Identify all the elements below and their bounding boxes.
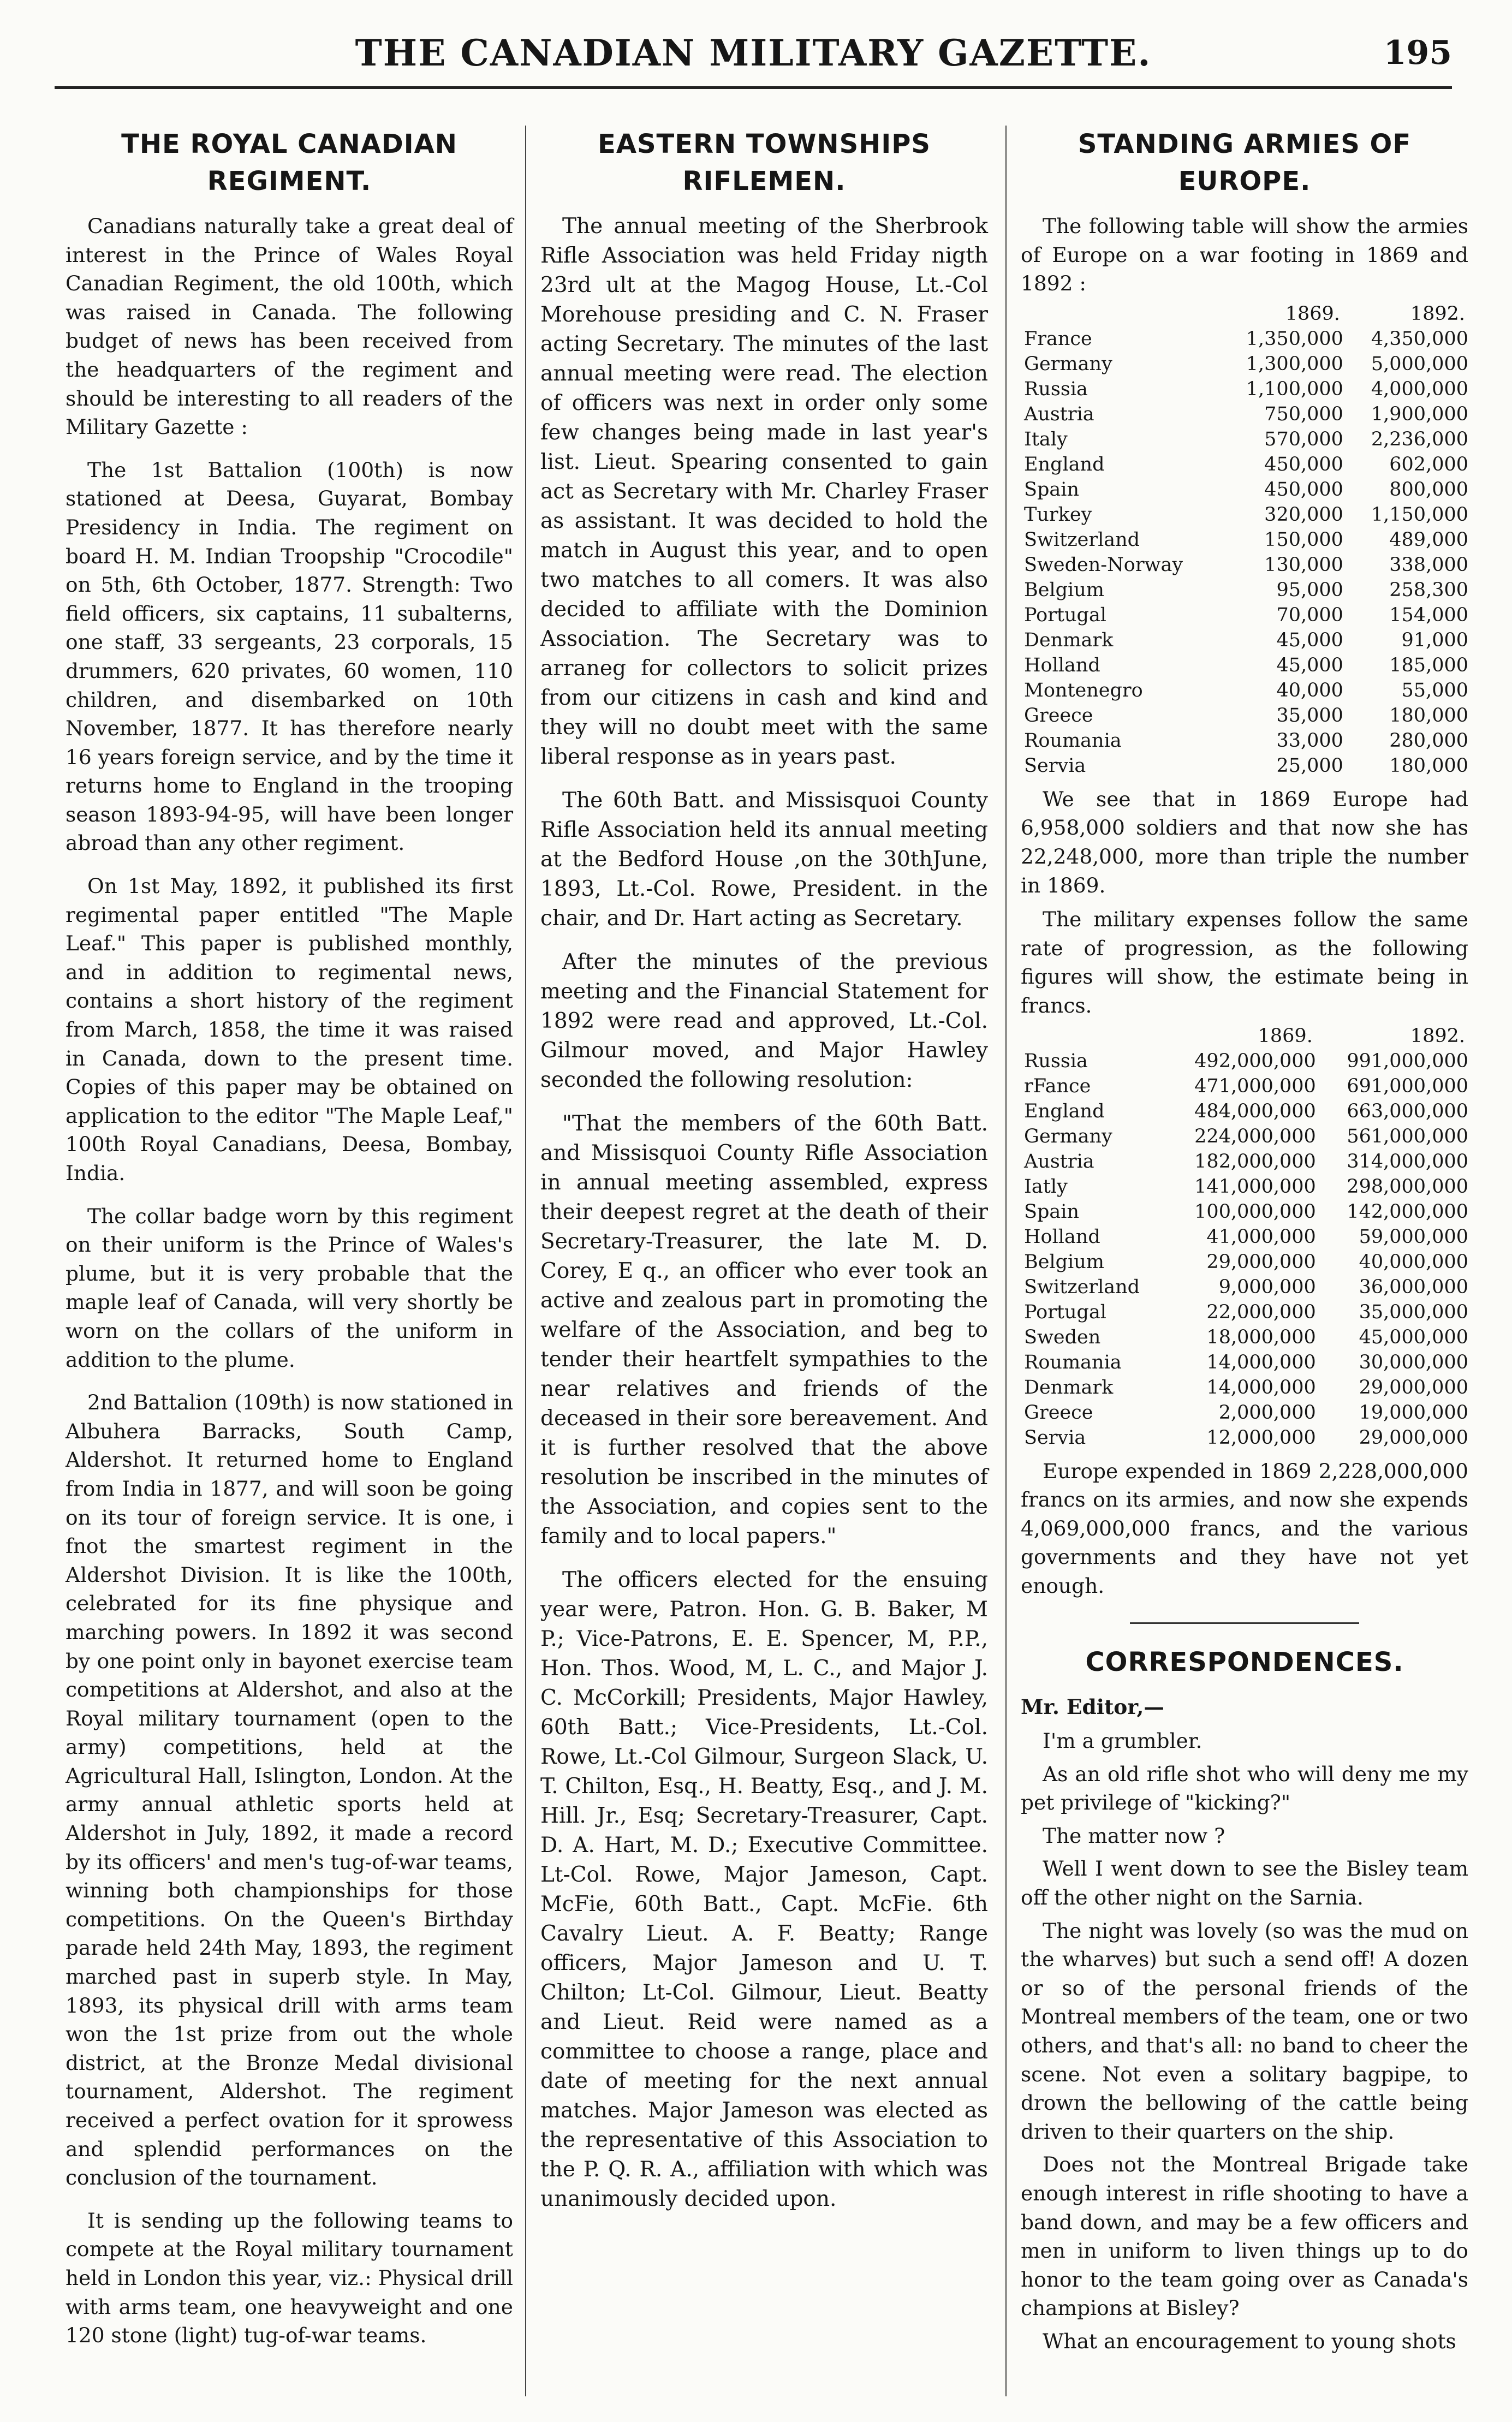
country-cell: England [1024, 453, 1105, 475]
value-cell: 30,000,000 [1359, 1351, 1468, 1373]
country-cell: Servia [1024, 754, 1086, 777]
value-cell: 750,000 [1264, 403, 1343, 425]
paragraph: As an old rifle shot who will deny me my pet privilege of "kicking?" [1021, 1762, 1468, 1815]
table-row [1021, 326, 1468, 352]
table-row [1021, 1174, 1468, 1199]
country-cell: Russia [1024, 378, 1088, 400]
table-row [1021, 1425, 1468, 1450]
value-cell: 142,000,000 [1347, 1200, 1468, 1223]
table-row [1021, 1325, 1468, 1350]
table-row [1021, 1074, 1468, 1099]
country-cell: France [1024, 328, 1092, 350]
value-cell: 4,000,000 [1371, 378, 1468, 400]
table-row [1021, 502, 1468, 527]
value-cell: 22,000,000 [1206, 1301, 1316, 1323]
paragraph: Does not the Montreal Brigade take enough interest in rifle shooting to have a band down, and may be a few officers and men in uniform to liven things up to do honor to the team going over as Canada's champions at Bisley? [1021, 2152, 1468, 2320]
table-row [1021, 1249, 1468, 1275]
country-cell: Denmark [1024, 1376, 1114, 1399]
value-cell: 25,000 [1276, 754, 1343, 777]
value-cell: 70,000 [1276, 604, 1343, 626]
country-cell: Italy [1024, 428, 1068, 450]
value-cell: 45,000 [1276, 629, 1343, 651]
table-row [1021, 728, 1468, 753]
masthead [55, 22, 1452, 104]
table-row [1021, 1199, 1468, 1224]
value-cell: 1,150,000 [1371, 503, 1468, 526]
country-cell: Greece [1024, 1401, 1093, 1424]
paragraph: The night was lovely (so was the mud on the wharves) but such a send off! A dozen or so of the personal friends of the Montreal members of the team, one or two others, and that's all: no band to cheer the scene. Not even a solitary bagpipe, to drown the bellowing of the cattle being driven to their quarters on the ship. [1021, 1918, 1468, 2144]
value-cell: 2,000,000 [1218, 1401, 1316, 1424]
value-cell: 180,000 [1389, 704, 1468, 727]
value-cell: 1,300,000 [1246, 353, 1343, 375]
table-row [1021, 678, 1468, 703]
value-cell: 338,000 [1389, 554, 1468, 576]
value-cell: 182,000,000 [1194, 1150, 1316, 1173]
value-cell: 18,000,000 [1206, 1326, 1316, 1348]
value-cell: 1,350,000 [1246, 328, 1343, 350]
value-cell: 130,000 [1264, 554, 1343, 576]
value-cell: 663,000,000 [1347, 1100, 1468, 1122]
value-cell: 55,000 [1401, 679, 1468, 701]
table-row [1021, 452, 1468, 477]
expenses-table [1021, 1023, 1468, 1450]
value-cell: 41,000,000 [1206, 1225, 1316, 1248]
table-row [1021, 1099, 1468, 1124]
value-cell: 5,000,000 [1371, 353, 1468, 375]
value-cell: 450,000 [1264, 478, 1343, 501]
paragraph: "That the members of the 60th Batt. and Missisquoi County Rifle Association in annual meeting assembled, express their deepest regret at the death of their Secretary-Treasurer, the late M. D. Corey, E q., an officer who ever took an active and zealous part in promoting the welfare of the Association, and beg to tender their heartfelt sympathies to the near relatives and friends of the deceased in their sore bereavement. And it is further resolved that the above resolution be inscribed in the minutes of the Association, and copies sent to the family and to local papers." [540, 1111, 988, 1549]
country-cell: Montenegro [1024, 679, 1143, 701]
country-cell: Holland [1024, 1225, 1100, 1248]
paragraph: The 1st Battalion (100th) is now stationed at Deesa, Guyarat, Bombay Presidency in India. The regiment on board H. M. Indian Troopship "Crocodile" on 5th, 6th October, 1877. Strength: Two field officers, six captains, 11 subalterns, one staff, 33 sergeants, 23 corporals, 15 drummers, 620 privates, 60 women, 110 children, and disembarked on 10th November, 1877. It has therefore nearly 16 years foreign service, and by the time it returns home to England in the trooping season 1893-94-95, will have been longer abroad than any other regiment. [66, 457, 513, 855]
value-cell: 150,000 [1264, 528, 1343, 551]
value-cell: 991,000,000 [1347, 1050, 1468, 1072]
value-cell: 602,000 [1389, 453, 1468, 475]
value-cell: 185,000 [1389, 654, 1468, 676]
value-cell: 29,000,000 [1359, 1376, 1468, 1399]
value-cell: 224,000,000 [1194, 1125, 1316, 1147]
value-cell: 484,000,000 [1194, 1100, 1316, 1122]
article-eastern-townships-riflemen [540, 126, 988, 2228]
article-standing-armies [1021, 126, 1468, 2360]
value-cell: 29,000,000 [1359, 1426, 1468, 1449]
country-cell: Sweden-Norway [1024, 554, 1183, 576]
value-cell: 40,000,000 [1359, 1251, 1468, 1273]
value-cell: 35,000 [1276, 704, 1343, 727]
value-cell: 2,236,000 [1371, 428, 1468, 450]
value-cell: 14,000,000 [1206, 1376, 1316, 1399]
country-cell: Holland [1024, 654, 1100, 676]
value-cell: 4,350,000 [1371, 328, 1468, 350]
value-cell: 14,000,000 [1206, 1351, 1316, 1373]
value-cell: 471,000,000 [1194, 1075, 1316, 1097]
table-row [1021, 352, 1468, 377]
article-title: STANDING ARMIES OF EUROPE. [1078, 129, 1412, 197]
table-header-row [1021, 301, 1468, 326]
masthead-rule [55, 86, 1452, 89]
country-cell: Denmark [1024, 629, 1114, 651]
table-row [1021, 628, 1468, 653]
country-cell: Iatly [1024, 1175, 1068, 1198]
table-row [1021, 603, 1468, 628]
country-cell: Greece [1024, 704, 1093, 727]
value-cell: 561,000,000 [1347, 1125, 1468, 1147]
country-cell: Switzerland [1024, 528, 1140, 551]
value-cell: 691,000,000 [1347, 1075, 1468, 1097]
value-cell: 91,000 [1401, 629, 1468, 651]
column-header: 1892. [1410, 1025, 1465, 1047]
country-cell: Portugal [1024, 604, 1107, 626]
value-cell: 314,000,000 [1347, 1150, 1468, 1173]
country-cell: Russia [1024, 1050, 1088, 1072]
country-cell: Germany [1024, 353, 1112, 375]
paragraph: The annual meeting of the Sherbrook Rifle Association was held Friday nigth 23rd ult at the Magog House, Lt.-Col Morehouse presiding and C. N. Fraser acting Secretary. The minutes of the last annual meeting were read. The election of officers was next in order only some few changes being made in last year's list. Lieut. Spearing consented to gain act as Secretary with Mr. Charley Fraser as assistant. It was decided to hold the match in August this year, and to open two matches to all comers. It was also decided to affiliate with the Dominion Association. The Secretary was to arraneg for collectors to solicit prizes from our citizens in cash and kind and they will no doubt meet with the same liberal response as in years past. [540, 214, 988, 769]
table-row [1021, 1275, 1468, 1300]
paragraph: Europe expended in 1869 2,228,000,000 francs on its armies, and now she expends 4,069,000,000 francs, and the various governments and they have not yet enough. [1021, 1459, 1468, 1598]
column-header: 1892. [1410, 302, 1465, 325]
paragraph: The matter now ? [1043, 1823, 1225, 1848]
country-cell: Spain [1024, 478, 1079, 501]
table-row [1021, 1400, 1468, 1425]
paragraph: The 60th Batt. and Missisquoi County Rifle Association held its annual meeting at the Bedford House ,on the 30thJune, 1893, Lt.-Col. Rowe, President. in the chair, and Dr. Hart acting as Secretary. [540, 788, 988, 931]
value-cell: 1,100,000 [1246, 378, 1343, 400]
value-cell: 19,000,000 [1359, 1401, 1468, 1424]
newspaper-title: THE CANADIAN MILITARY GAZETTE. [355, 32, 1152, 74]
table-row [1021, 703, 1468, 728]
value-cell: 36,000,000 [1359, 1276, 1468, 1298]
country-cell: Roumania [1024, 729, 1122, 752]
article-title: CORRESPONDENCES. [1085, 1646, 1404, 1677]
value-cell: 29,000,000 [1206, 1251, 1316, 1273]
table-header-row [1021, 1023, 1468, 1049]
country-cell: Sweden [1024, 1326, 1101, 1348]
value-cell: 258,300 [1389, 579, 1468, 601]
country-cell: Austria [1024, 403, 1094, 425]
table-row [1021, 1049, 1468, 1074]
value-cell: 570,000 [1264, 428, 1343, 450]
country-cell: Belgium [1024, 579, 1104, 601]
paragraph: On 1st May, 1892, it published its first regimental paper entitled "The Maple Leaf." This paper is published monthly, and in addition to regimental news, contains a short history of the regiment from March, 1858, the time it was raised in Canada, down to the present time. Copies of this paper may be obtained on application to the editor "The Maple Leaf," 100th Royal Canadians, Deesa, Bombay, India. [66, 874, 513, 1185]
value-cell: 320,000 [1264, 503, 1343, 526]
paragraph: After the minutes of the previous meeting and the Financial Statement for 1892 were read and approved, Lt.-Col. Gilmour moved, and Major Hawley seconded the following resolution: [540, 950, 988, 1092]
article-title: THE ROYAL CANADIAN REGIMENT. [121, 129, 457, 197]
table-row [1021, 653, 1468, 678]
value-cell: 450,000 [1264, 453, 1343, 475]
paragraph: I'm a grumbler. [1043, 1729, 1203, 1753]
country-cell: Switzerland [1024, 1276, 1140, 1298]
value-cell: 100,000,000 [1194, 1200, 1316, 1223]
value-cell: 45,000,000 [1359, 1326, 1468, 1348]
country-cell: Roumania [1024, 1351, 1122, 1373]
table-row [1021, 477, 1468, 502]
value-cell: 1,900,000 [1371, 403, 1468, 425]
value-cell: 40,000 [1276, 679, 1343, 701]
country-cell: Austria [1024, 1150, 1094, 1173]
column-header: 1869. [1285, 302, 1340, 325]
value-cell: 180,000 [1389, 754, 1468, 777]
article-title: EASTERN TOWNSHIPS RIFLEMEN. [598, 129, 931, 197]
paragraph: The officers elected for the ensuing year were, Patron. Hon. G. B. Baker, M P.; Vice-Patrons, E. E. Spencer, M, P.P., Hon. Thos. Wood, M, L. C., and Major J. C. McCorkill; Presidents, Major Hawley, 60th Batt.; Vice-Presidents, Lt.-Col. Rowe, Lt.-Col Gilmour, Surgeon Slack, U. T. Chilton, Esq., H. Beatty, Esq., and J. M. Hill. Jr., Esq; Secretary-Treasurer, Capt. D. A. Hart, M. D.; Executive Committee. Lt-Col. Rowe, Major Jameson, Capt. McFie, 60th Batt., Capt. McFie. 6th Cavalry Lieut. A. F. Beatty; Range officers, Major Jameson and U. T. Chilton; Lt-Col. Gilmour, Lieut. Beatty and Lieut. Reid were named as a committee to choose a range, place and date of meeting for the next annual matches. Major Jameson was elected as the representative of this Association to the P. Q. R. A., affiliation with which was unanimously decided upon. [540, 1568, 988, 2211]
value-cell: 45,000 [1276, 654, 1343, 676]
table-row [1021, 1124, 1468, 1149]
table-row [1021, 1350, 1468, 1375]
table-row [1021, 377, 1468, 402]
table-row [1021, 578, 1468, 603]
table-row [1021, 527, 1468, 552]
table-row [1021, 1224, 1468, 1249]
table-row [1021, 402, 1468, 427]
paragraph: What an encouragement to young shots [1043, 2329, 1456, 2353]
article-royal-canadian-regiment [66, 126, 513, 2364]
value-cell: 33,000 [1276, 729, 1343, 752]
table-row [1021, 1300, 1468, 1325]
column-header: 1869. [1258, 1025, 1313, 1047]
country-cell: Turkey [1024, 503, 1092, 526]
column-divider-2 [1005, 126, 1007, 2396]
value-cell: 800,000 [1389, 478, 1468, 501]
paragraph: Well I went down to see the Bisley team off the other night on the Sarnia. [1021, 1856, 1468, 1910]
table-row [1021, 427, 1468, 452]
value-cell: 141,000,000 [1194, 1175, 1316, 1198]
value-cell: 298,000,000 [1347, 1175, 1468, 1198]
salutation: Mr. Editor,— [1021, 1694, 1164, 1719]
paragraph: The following table will show the armies of Europe on a war footing in 1869 and 1892 : [1021, 214, 1468, 296]
paragraph: The collar badge worn by this regiment on their uniform is the Prince of Wales's plume, but it is very probable that the maple leaf of Canada, will very shortly be worn on the collars of the uniform in addition to the plume. [66, 1204, 513, 1372]
paragraph: It is sending up the following teams to compete at the Royal military tournament held in London this year, viz.: Physical drill with arms team, one heavyweight and one 120 stone (light) tug-of-war teams. [66, 2208, 513, 2348]
paragraph: We see that in 1869 Europe had 6,958,000 soldiers and that now she has 22,248,000, more than triple the number in 1869. [1021, 787, 1468, 897]
table-row [1021, 1375, 1468, 1400]
country-cell: Spain [1024, 1200, 1079, 1223]
value-cell: 489,000 [1389, 528, 1468, 551]
paragraph: Canadians naturally take a great deal of interest in the Prince of Wales Royal Canadian Regiment, the old 100th, which was raised in Canada. The following budget of news has been received from the headquarters of the regiment and should be interesting to all readers of the Military Gazette : [66, 214, 513, 439]
value-cell: 12,000,000 [1206, 1426, 1316, 1449]
value-cell: 35,000,000 [1359, 1301, 1468, 1323]
country-cell: rFance [1024, 1075, 1091, 1097]
country-cell: Belgium [1024, 1251, 1104, 1273]
value-cell: 492,000,000 [1194, 1050, 1316, 1072]
country-cell: Germany [1024, 1125, 1112, 1147]
value-cell: 59,000,000 [1359, 1225, 1468, 1248]
table-row [1021, 1149, 1468, 1174]
value-cell: 280,000 [1389, 729, 1468, 752]
value-cell: 154,000 [1389, 604, 1468, 626]
paragraph: 2nd Battalion (109th) is now stationed in Albuhera Barracks, South Camp, Aldershot. It returned home to England from India in 1877, and will soon be going on its tour of foreign service. It is one, i fnot the smartest regiment in the Aldershot Division. It is like the 100th, celebrated for its fine physique and marching powers. In 1892 it was second by one point only in bayonet exercise team competitions at Aldershot, and also at the Royal military tournament (open to the army) competitions, held at the Agricultural Hall, Islington, London. At the army annual athletic sports held at Aldershot in July, 1892, it made a record by its officers' and men's tug-of-war teams, winning both championships for those competitions. On the Queen's Birthday parade held 24th May, 1893, the regiment marched past in superb style. In May, 1893, its physical drill with arms team won the 1st prize from out the whole district, at the Bronze Medal divisional tournament, Aldershot. The regiment received a perfect ovation for it sprowess and splendid performances on the conclusion of the tournament. [66, 1390, 513, 2190]
column-divider-1 [525, 126, 526, 2396]
value-cell: 9,000,000 [1218, 1276, 1316, 1298]
country-cell: England [1024, 1100, 1105, 1122]
value-cell: 95,000 [1276, 579, 1343, 601]
country-cell: Servia [1024, 1426, 1086, 1449]
table-row [1021, 753, 1468, 778]
country-cell: Portugal [1024, 1301, 1107, 1323]
armies-table [1021, 301, 1468, 778]
paragraph: The military expenses follow the same rate of progression, as the following figures will show, the estimate being in francs. [1021, 907, 1468, 1017]
section-divider [1130, 1622, 1359, 1624]
page-number: 195 [1383, 34, 1452, 72]
table-row [1021, 552, 1468, 578]
